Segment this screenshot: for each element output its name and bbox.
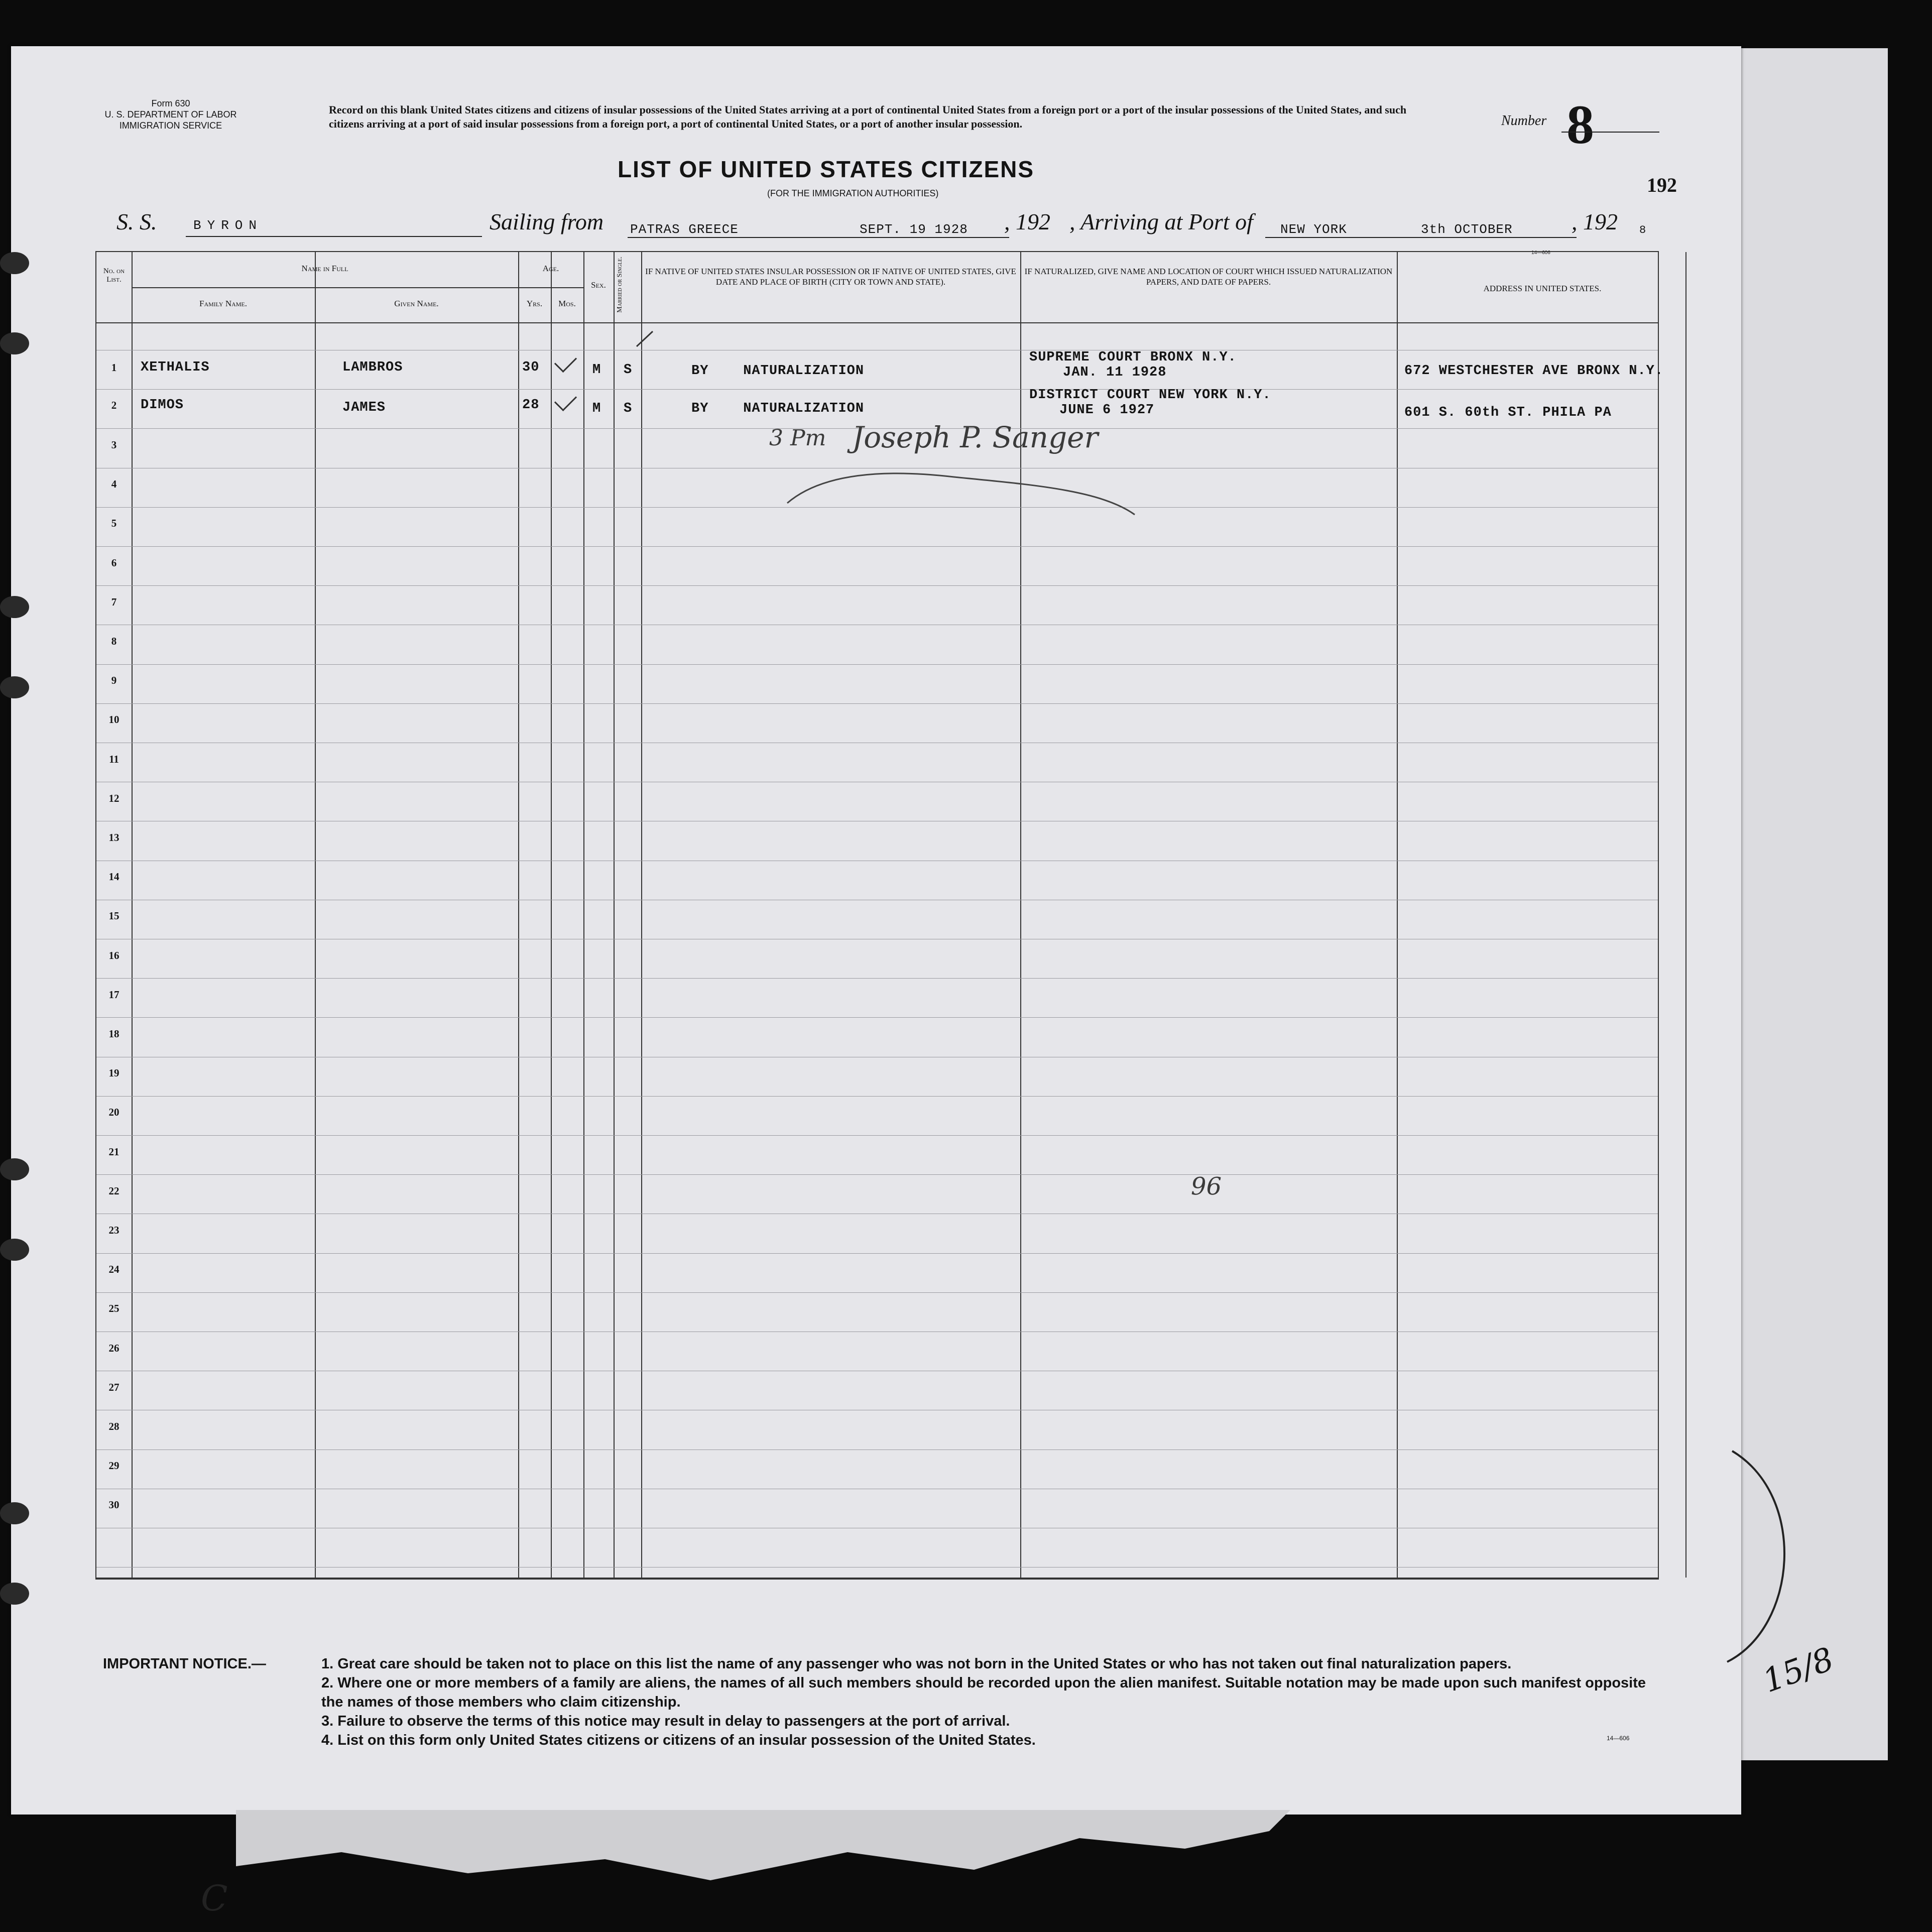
- notice-item: 1. Great care should be taken not to place on this list the name of any passenger who was not born in the United States or who has not taken out final naturalization papers.: [321, 1656, 1512, 1672]
- row-1-marital-status: S: [624, 363, 633, 378]
- row-number: 12: [108, 792, 119, 804]
- row-number: 29: [108, 1460, 119, 1472]
- bottom-mark: C: [201, 1878, 228, 1919]
- row-1-sex: M: [592, 363, 601, 378]
- row-2-family-name: DIMOS: [141, 398, 184, 413]
- row-number: 30: [108, 1499, 119, 1511]
- notice-item: 3. Failure to observe the terms of this notice may result in delay to passengers at the port of arrival.: [321, 1713, 1010, 1729]
- pen-stroke: [637, 331, 653, 346]
- ship-name: BYRON: [193, 218, 263, 233]
- notice-item: 4. List on this form only United States citizens or citizens of an insular possession of the United States.: [321, 1732, 1036, 1748]
- row-number: 24: [108, 1263, 119, 1276]
- service-name: IMMIGRATION SERVICE: [119, 120, 222, 131]
- col-no-on-list: No. on List.: [103, 267, 125, 284]
- row-number: 10: [108, 713, 119, 726]
- year-prefix-1: , 192: [1004, 209, 1050, 234]
- official-signature: Joseph P. Sanger: [852, 420, 1099, 454]
- arriving-label: , Arriving at Port of: [1069, 209, 1253, 234]
- row-number: 11: [109, 753, 119, 765]
- year-prefix-2: , 192: [1572, 209, 1618, 234]
- row-number: 28: [108, 1420, 119, 1432]
- row-number: 14: [108, 871, 119, 883]
- row-number: 26: [108, 1342, 119, 1354]
- row-number: 13: [108, 831, 119, 843]
- row-2-sex: M: [592, 401, 601, 416]
- row-number: 21: [108, 1145, 119, 1158]
- row-number: 25: [108, 1302, 119, 1315]
- signature-flourish: [787, 473, 1135, 515]
- arrival-date: 3th OCTOBER: [1421, 222, 1513, 237]
- row-number: 3: [111, 439, 117, 451]
- notice-heading: IMPORTANT NOTICE.—: [103, 1656, 266, 1672]
- arrival-year-digit: 8: [1639, 224, 1646, 236]
- form-number: Form 630: [151, 98, 190, 108]
- row-2-court-date: JUNE 6 1927: [1059, 403, 1155, 418]
- sailing-date: SEPT. 19 1928: [860, 222, 968, 237]
- row-number: 23: [108, 1224, 119, 1236]
- row-1-address: 672 WESTCHESTER AVE BRONX N.Y.: [1404, 364, 1664, 379]
- stamp-number: 96: [1191, 1171, 1222, 1199]
- row-number: 9: [111, 674, 117, 687]
- row-2-age-years: 28: [522, 398, 540, 413]
- col-family-name: Family Name.: [199, 299, 248, 308]
- page-subtitle: (FOR THE IMMIGRATION AUTHORITIES): [767, 188, 939, 198]
- row-2-birth: BY NATURALIZATION: [691, 401, 865, 416]
- col-given-name: Given Name.: [394, 299, 439, 308]
- col-mos: Mos.: [558, 299, 576, 308]
- row-1-family-name: XETHALIS: [141, 360, 210, 375]
- row-1-given-name: LAMBROS: [342, 360, 403, 375]
- col-native-insular: IF NATIVE OF UNITED STATES INSULAR POSSESSION OR IF NATIVE OF UNITED STATES, GIVE DATE AND PLACE OF BIRTH (CITY OR TOWN AND STATE).: [645, 267, 1016, 287]
- row-2-court: DISTRICT COURT NEW YORK N.Y.: [1029, 388, 1271, 403]
- row-number: 19: [108, 1067, 119, 1079]
- signature-prefix: 3 Pm: [769, 425, 826, 451]
- row-number: 8: [111, 635, 117, 647]
- row-1-birth: BY NATURALIZATION: [691, 364, 865, 379]
- printer-mark-bottom: 14—606: [1607, 1735, 1630, 1742]
- row-number: 6: [111, 556, 117, 569]
- col-age: Age.: [542, 264, 559, 273]
- row-number: 17: [108, 988, 119, 1001]
- number-label: Number: [1501, 113, 1547, 129]
- department-name: U. S. DEPARTMENT OF LABOR: [104, 109, 237, 119]
- margin-note: 15/8: [1758, 1640, 1839, 1701]
- col-yrs: Yrs.: [526, 299, 543, 308]
- row-2-marital-status: S: [624, 401, 633, 416]
- col-sex: Sex.: [591, 280, 606, 290]
- col-married-single: Married or Single.: [616, 257, 624, 313]
- row-number: 20: [108, 1106, 119, 1119]
- row-number: 2: [111, 399, 117, 411]
- notice-item: 2. Where one or more members of a family are aliens, the names of all such members should be recorded upon the alien manifest. Suitable notation may be made upon such manifest opposite the names of those members who claim citizenship.: [321, 1675, 1646, 1710]
- row-1-age-years: 30: [522, 360, 540, 375]
- row-1-court-date: JAN. 11 1928: [1063, 365, 1167, 380]
- row-1-court: SUPREME COURT BRONX N.Y.: [1029, 350, 1237, 365]
- row-number: 22: [108, 1184, 119, 1197]
- row-2-address: 601 S. 60th ST. PHILA PA: [1404, 405, 1612, 420]
- row-number: 7: [111, 595, 117, 608]
- ship-label: S. S.: [116, 209, 157, 234]
- col-name-in-full: Name in Full: [301, 264, 348, 273]
- record-instructions: Record on this blank United States citizens and citizens of insular possessions of the United States arriving at a port of continental United States from a foreign port or a port of the insular possessions of the United States, and such citizens arriving at a port of said insular possessions from a foreign port, a port of continental United States, or a port of another insular possession.: [329, 103, 1407, 130]
- sailing-label: Sailing from: [490, 209, 604, 234]
- row-number: 27: [108, 1381, 119, 1393]
- row-number: 18: [108, 1028, 119, 1040]
- row-number: 4: [111, 478, 117, 491]
- row-number: 15: [108, 910, 119, 922]
- row-number: 5: [111, 517, 117, 530]
- number-value: 8: [1566, 94, 1594, 155]
- page-number: 192: [1647, 174, 1677, 196]
- arrival-port: NEW YORK: [1280, 222, 1347, 237]
- printer-mark-top: 14—606: [1531, 250, 1550, 256]
- notice-list: [321, 1654, 1667, 1750]
- row-number: 16: [108, 949, 119, 961]
- page-title: LIST OF UNITED STATES CITIZENS: [618, 156, 1035, 182]
- row-number: 1: [111, 361, 117, 374]
- row-2-given-name: JAMES: [342, 400, 386, 415]
- margin-arc: [1727, 1451, 1784, 1662]
- sailing-port: PATRAS GREECE: [630, 222, 739, 237]
- col-naturalized: IF NATURALIZED, GIVE NAME AND LOCATION OF COURT WHICH ISSUED NATURALIZATION PAPERS, AND DATE OF PAPERS.: [1024, 267, 1393, 287]
- col-address: ADDRESS IN UNITED STATES.: [1483, 284, 1602, 293]
